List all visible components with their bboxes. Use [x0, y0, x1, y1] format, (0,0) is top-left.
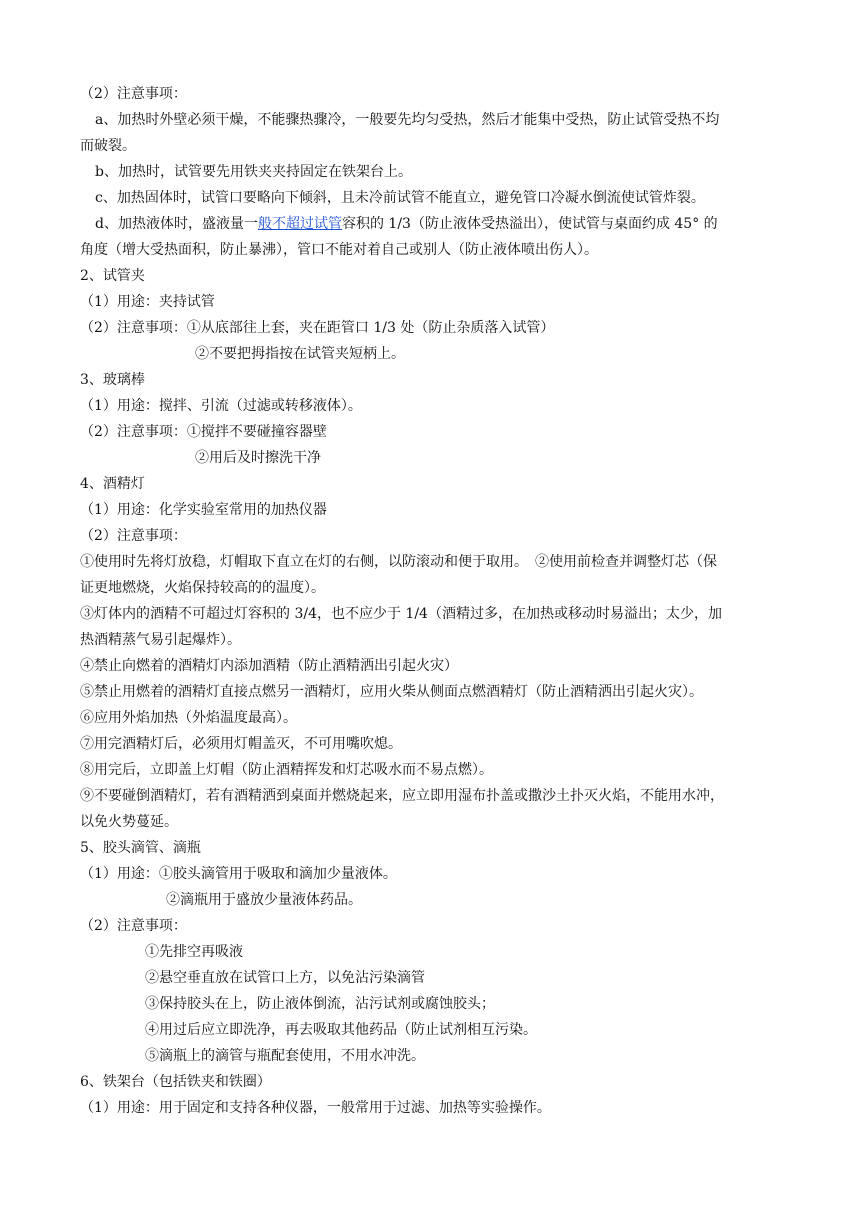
text-line: ②悬空垂直放在试管口上方，以免沾污染滴管: [145, 970, 425, 986]
text-line: ⑧用完后，立即盖上灯帽（防止酒精挥发和灯芯吸水而不易点燃）。: [80, 762, 493, 778]
text-line: c、加热固体时，试管口要略向下倾斜，且未冷前试管不能直立，避免管口冷凝水倒流使试管炸裂。: [95, 190, 705, 206]
text-line: 以免火势蔓延。: [80, 814, 178, 830]
text-line: 角度（增大受热面积，防止暴沸），管口不能对着自己或别人（防止液体喷出伤人）。: [80, 242, 598, 258]
section-heading: 2、试管夹: [80, 268, 145, 284]
text-line: 热酒精蒸气易引起爆炸）。: [80, 632, 241, 648]
text-line: ③保持胶头在上，防止液体倒流，沾污试剂或腐蚀胶头；: [145, 996, 495, 1012]
text-line: ③灯体内的酒精不可超过灯容积的 3/4，也不应少于 1/4（酒精过多，在加热或移动时易溢出；太少，加: [80, 606, 722, 622]
text-line: 而破裂。: [80, 138, 136, 154]
text-line: （1）用途：①胶头滴管用于吸取和滴加少量液体。: [80, 866, 397, 882]
section-heading: 3、玻璃棒: [80, 372, 145, 388]
inline-link[interactable]: 般不超过试管: [257, 216, 342, 232]
text-line: ②滴瓶用于盛放少量液体药品。: [166, 892, 362, 908]
text-line: ①先排空再吸液: [145, 944, 243, 960]
text-line: b、加热时，试管要先用铁夹夹持固定在铁架台上。: [95, 164, 412, 180]
text-line: （2）注意事项：①搅拌不要碰撞容器壁: [80, 424, 327, 440]
section-heading: 6、铁架台（包括铁夹和铁圈）: [80, 1074, 271, 1090]
text-line: 证更地燃烧，火焰保持较高的的温度）。: [80, 580, 325, 596]
text-segment: 容积的 1/3（防止液体受热溢出），使试管与桌面约成 45° 的: [341, 216, 718, 232]
text-line: a、加热时外壁必须干燥，不能骤热骤冷，一般要先均匀受热，然后才能集中受热，防止试管受热不均: [95, 112, 720, 128]
text-line: （2）注意事项：①从底部往上套，夹在距管口 1/3 处（防止杂质落入试管）: [80, 320, 555, 336]
text-line: （1）用途：夹持试管: [80, 294, 215, 310]
text-line: ②用后及时擦洗干净: [195, 450, 321, 466]
text-line: ①使用时先将灯放稳，灯帽取下直立在灯的右侧，以防滚动和便于取用。 ②使用前检查并调整灯芯（保: [80, 554, 717, 570]
text-line: ⑨不要碰倒酒精灯，若有酒精洒到桌面并燃烧起来，应立即用湿布扑盖或撒沙土扑灭火焰，不能用水冲，: [80, 788, 724, 804]
text-line: ②不要把拇指按在试管夹短柄上。: [195, 346, 405, 362]
text-line: （1）用途：搅拌、引流（过滤或转移液体）。: [80, 398, 362, 414]
text-line: （2）注意事项：: [80, 918, 187, 934]
section-heading: 4、酒精灯: [80, 476, 145, 492]
text-line: ⑤滴瓶上的滴管与瓶配套使用，不用水冲洗。: [145, 1048, 425, 1064]
text-line: ④用过后应立即洗净，再去吸取其他药品（防止试剂相互污染。: [145, 1022, 537, 1038]
section-heading: 5、胶头滴管、滴瓶: [80, 840, 201, 856]
text-line: （2）注意事项：: [80, 86, 187, 102]
text-segment: d、加热液体时，盛液量一: [95, 216, 258, 232]
text-line: ⑤禁止用燃着的酒精灯直接点燃另一酒精灯，应用火柴从侧面点燃酒精灯（防止酒精洒出引起火灾）。: [80, 684, 703, 700]
text-line: （1）用途：用于固定和支持各种仪器，一般常用于过滤、加热等实验操作。: [80, 1100, 551, 1116]
text-line: （1）用途：化学实验室常用的加热仪器: [80, 502, 327, 518]
text-line-with-link: [95, 214, 718, 234]
text-line: ④禁止向燃着的酒精灯内添加酒精（防止酒精洒出引起火灾）: [80, 658, 458, 674]
text-line: ⑥应用外焰加热（外焰温度最高）。: [80, 710, 297, 726]
text-line: （2）注意事项：: [80, 528, 187, 544]
text-line: ⑦用完酒精灯后，必须用灯帽盖灭，不可用嘴吹熄。: [80, 736, 402, 752]
